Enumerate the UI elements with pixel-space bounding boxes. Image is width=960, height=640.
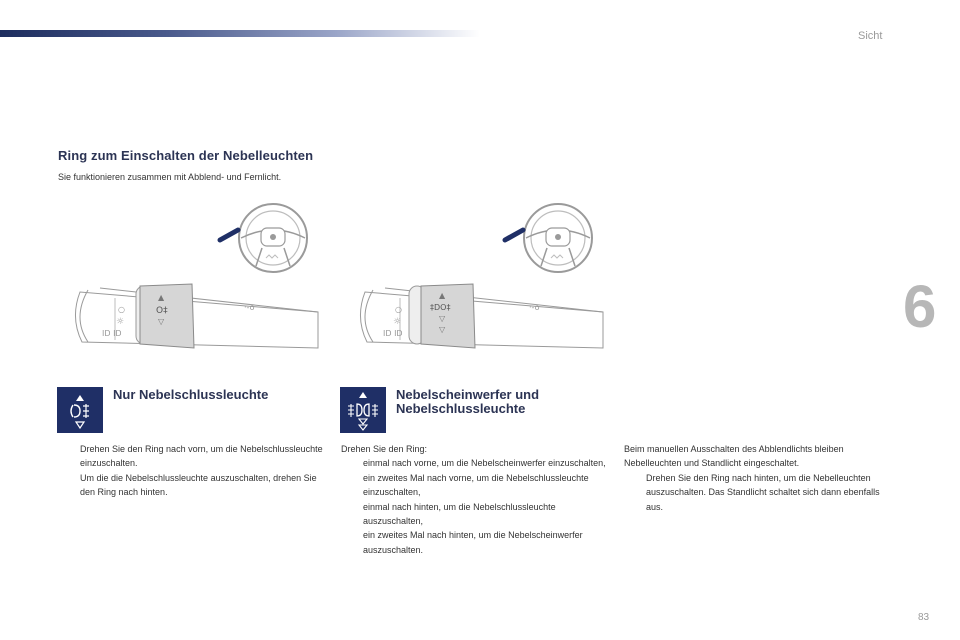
instructions-rear-fog [58,442,323,500]
rear-fog-light-icon [57,387,103,433]
stalk-pointer [220,230,238,240]
svg-text:○: ○ [118,305,125,314]
svg-text:‡DO‡: ‡DO‡ [430,303,451,312]
svg-text:ID ID: ID ID [383,329,403,338]
mode-title-front-and-rear-fog [396,388,596,416]
chapter-label: Sicht [858,30,883,42]
list-item-text: einmal nach vorne, um die Nebelscheinwerfer einzuschalten, [363,458,606,469]
svg-text:☼: ☼ [393,317,402,327]
list-item-text: ein zweites Mal nach hinten, um die Nebelscheinwerfer auszuschalten. [363,530,583,555]
page-number: 83 [918,612,930,623]
list-item [341,456,606,470]
note-manual-switch-off [624,442,889,514]
steering-wheel-icon [524,204,592,272]
svg-text:○: ○ [395,305,402,314]
list-item [341,471,606,500]
section-intro: Sie funktionieren zusammen mit Abblend- und Fernlicht. [58,172,282,182]
list-item [341,500,606,529]
mode-title-line-1: Nebelscheinwerfer und [396,387,540,402]
svg-text:▽: ▽ [439,325,446,334]
list-item [341,528,606,557]
svg-text:·-o: ·-o [244,303,255,312]
instructions-intro: Drehen Sie den Ring: [341,444,428,454]
steering-wheel-icon [239,204,307,272]
svg-text:▲: ▲ [439,291,446,300]
steering-stalk-illustration-rear-fog [60,200,320,355]
instructions-front-and-rear-fog [341,442,606,557]
mode-title-line-2: Nebelschlussleuchte [396,401,526,416]
lighting-stalk [75,284,318,348]
svg-text:▲: ▲ [158,293,165,302]
list-item-text: Um die die Nebelschlussleuchte auszuschalten, drehen Sie den Ring nach hinten. [80,472,317,498]
svg-text:ID ID: ID ID [102,329,122,338]
svg-text:▽: ▽ [158,317,165,326]
steering-stalk-illustration-front-and-rear-fog [345,200,605,355]
list-item [58,442,323,471]
svg-text:☼: ☼ [116,317,125,327]
mode-title-rear-fog: Nur Nebelschlussleuchte [113,387,269,402]
stalk-pointer [505,230,523,240]
list-item-text: Drehen Sie den Ring nach hinten, um die Nebelleuchten auszuschalten. Das Standlicht schaltet sich dann ebenfalls aus. [646,472,880,512]
list-item-text: einmal nach hinten, um die Nebelschlussleuchte auszuschalten, [363,501,556,527]
list-item-text: Drehen Sie den Ring nach vorn, um die Nebelschlussleuchte einzuschalten. [80,444,323,469]
header-gradient-bar [0,30,480,37]
front-and-rear-fog-light-icon [340,387,386,433]
lighting-stalk [360,284,603,348]
svg-text:▽: ▽ [439,314,446,323]
note-text: Beim manuellen Ausschalten des Abblendlichts bleiben Nebelleuchten und Standlicht eingeschaltet. [624,444,844,469]
list-item-text: ein zweites Mal nach vorne, um die Nebelschlussleuchte einzuschalten, [363,472,589,498]
section-title: Ring zum Einschalten der Nebelleuchten [58,148,314,163]
svg-text:·-o: ·-o [529,303,540,312]
list-item [624,471,889,514]
chapter-number: 6 [903,273,937,340]
svg-text:O‡: O‡ [156,306,168,316]
list-item [58,471,323,500]
